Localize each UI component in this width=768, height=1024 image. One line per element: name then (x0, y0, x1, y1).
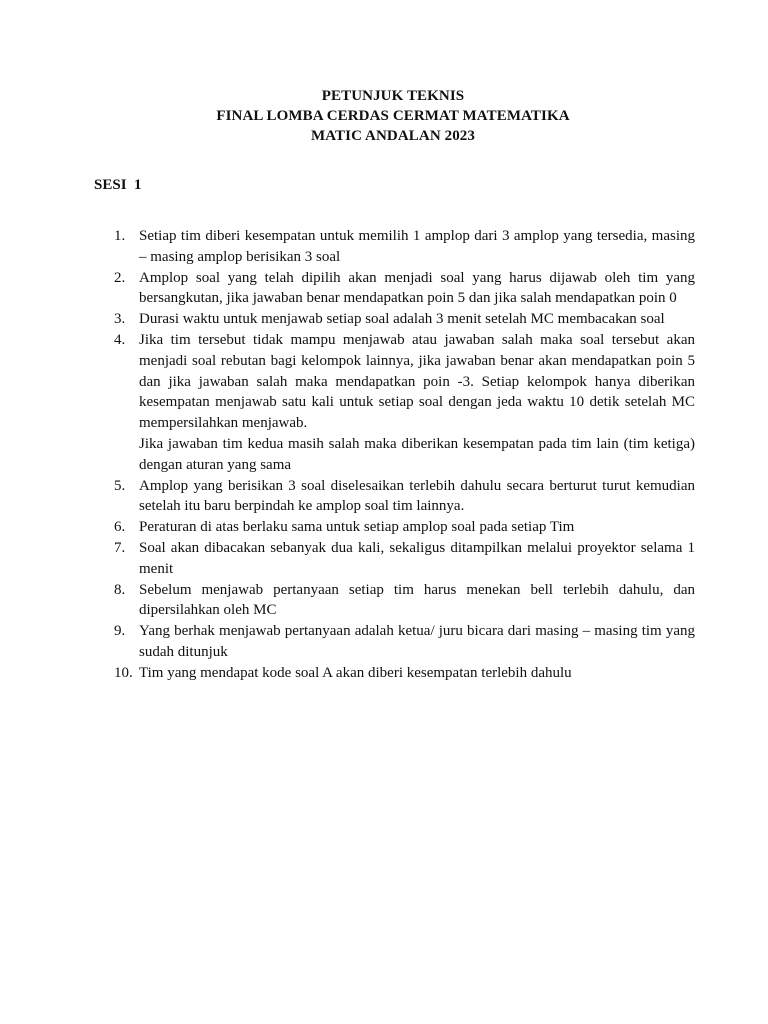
list-item (114, 663, 695, 684)
list-item-number: 8. (114, 581, 126, 598)
list-item (114, 226, 695, 268)
list-item-text: Tim yang mendapat kode soal A akan diberi kesempatan terlebih dahulu (139, 664, 572, 681)
title-line-2: FINAL LOMBA CERDAS CERMAT MATEMATIKA (216, 108, 570, 124)
list-item-text: Yang berhak menjawab pertanyaan adalah ketua/ juru bicara dari masing – masing tim yang sudah ditunjuk (139, 623, 695, 660)
list-item-number: 7. (114, 539, 126, 556)
list-item-text: Amplop soal yang telah dipilih akan menjadi soal yang harus dijawab oleh tim yang bersangkutan, jika jawaban benar mendapatkan poin 5 dan jika salah mendapatkan poin 0 (139, 269, 695, 307)
list-item-text: Jika jawaban tim kedua masih salah maka diberikan kesempatan pada tim lain (tim ketiga) dengan aturan yang sama (139, 435, 695, 473)
title-line-1: PETUNJUK TEKNIS (321, 88, 465, 104)
list-item-number: 10. (114, 664, 133, 681)
list-item (114, 476, 695, 518)
list-item (114, 268, 695, 310)
list-item (114, 538, 695, 580)
list-item-text: Setiap tim diberi kesempatan untuk memilih 1 amplop dari 3 amplop yang tersedia, masing – masing amplop berisikan 3 soal (139, 228, 695, 265)
list-item-number: 3. (114, 311, 126, 328)
document-title (0, 86, 768, 146)
list-item-number: 1. (114, 228, 126, 244)
list-item-text: Durasi waktu untuk menjawab setiap soal adalah 3 menit setelah MC membacakan soal (139, 311, 665, 328)
list-item-text: Sebelum menjawab pertanyaan setiap tim harus menekan bell terlebih dahulu, dan dipersilahkan oleh MC (139, 581, 695, 619)
list-item (114, 517, 695, 538)
list-item (114, 330, 695, 476)
rules-list (114, 226, 695, 684)
list-item-number: 6. (114, 519, 126, 536)
list-item-number: 2. (114, 269, 126, 286)
list-item-number: 5. (114, 477, 126, 494)
list-item-text: Soal akan dibacakan sebanyak dua kali, sekaligus ditampilkan melalui proyektor selama 1 menit (139, 539, 695, 577)
list-item-number: 9. (114, 623, 126, 640)
list-item (114, 309, 695, 330)
list-item (114, 621, 695, 663)
list-item-text: Jika tim tersebut tidak mampu menjawab atau jawaban salah maka soal tersebut akan menjadi soal rebutan bagi kelompok lainnya, jika jawaban benar akan mendapatkan poin 5 dan jika jawaban salah maka mendapatkan poin -3. Setiap kelompok hanya diberikan kesempatan menjawab satu kali untuk setiap soal dengan jeda waktu 10 detik setelah MC mempersilahkan menjawab. (139, 331, 695, 432)
list-item-number: 4. (114, 331, 126, 348)
title-line-3: MATIC ANDALAN 2023 (310, 128, 476, 144)
section-heading: SESI 1 (94, 177, 142, 193)
list-item-text: Peraturan di atas berlaku sama untuk setiap amplop soal pada setiap Tim (139, 519, 575, 536)
list-item (114, 580, 695, 622)
list-item-text: Amplop yang berisikan 3 soal diselesaikan terlebih dahulu secara berturut turut kemudian setelah itu baru berpindah ke amplop soal tim lainnya. (139, 477, 695, 515)
